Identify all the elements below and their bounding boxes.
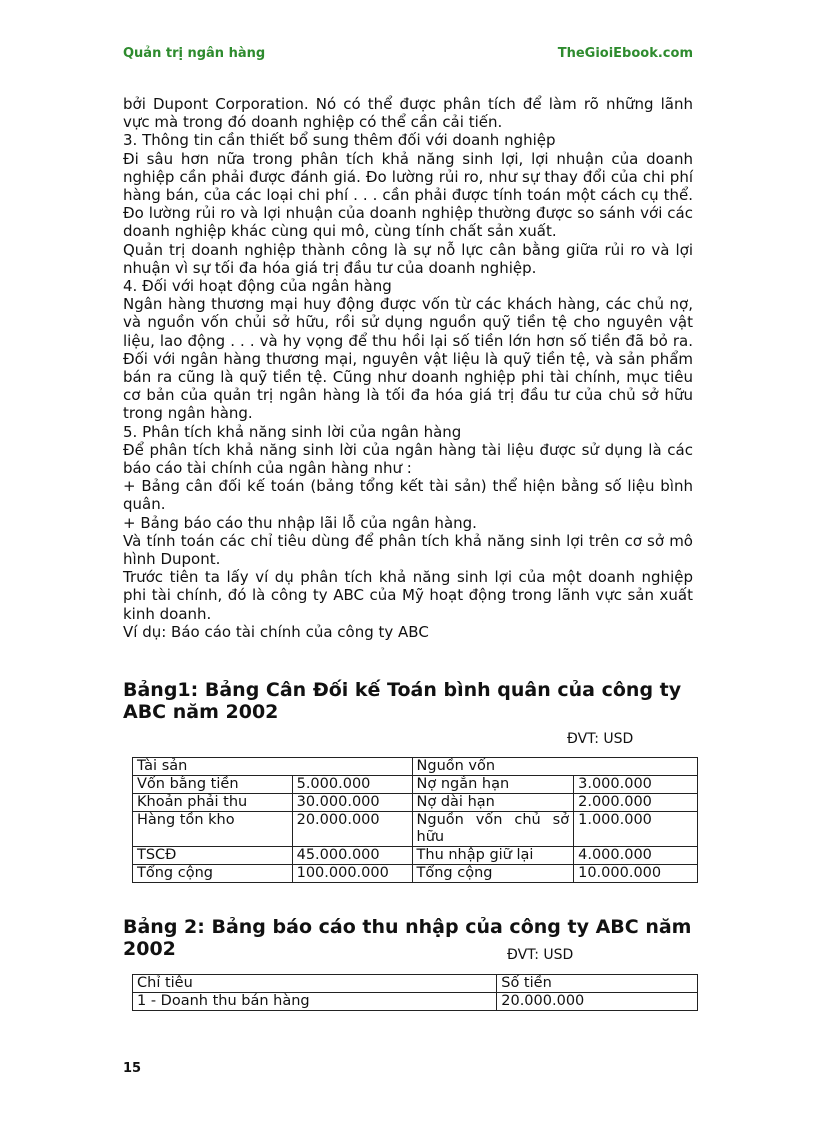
table1-unit: ĐVT: USD [567,731,634,747]
table-row [133,812,698,847]
table-cell: 20.000.000 [292,812,412,847]
section-heading-4: 4. Đối với hoạt động của ngân hàng [123,277,392,296]
paragraph: Ngân hàng thương mại huy động được vốn từ các khách hàng, các chủ nợ, và nguồn vốn chủi sở hữu, rồi sử dụng nguồn quỹ tiền tệ cho nguyên vật liệu, lao động . . . và hy vọng để thu hồi lại số tiền lớn hơn số tiền đã bỏ ra. Đối với ngân hàng thương mại, nguyên vật liệu là quỹ tiền tệ, và sản phẩm bán ra cũng là quỹ tiền tệ. Cũng như doanh nghiệp phi tài chính, mục tiêu cơ bản của quản trị ngân hàng là tối đa hóa giá trị đầu tư của chủ sở hữu trong ngân hàng. [123,295,693,423]
table-cell: Hàng tồn kho [133,812,293,847]
table-cell: Thu nhập giữ lại [412,847,574,865]
amount-header: Số tiền [497,975,698,993]
table-row [133,993,698,1011]
table-cell: 45.000.000 [292,847,412,865]
table2-unit: ĐVT: USD [507,947,574,963]
table-cell: 20.000.000 [497,993,698,1011]
income-statement-table [132,974,698,1011]
paragraph: Trước tiên ta lấy ví dụ phân tích khả năng sinh lợi của một doanh nghiệp phi tài chính, đó là công ty ABC của Mỹ hoạt động trong lãnh vực sản xuất kinh doanh. [123,568,693,623]
table-row [133,847,698,865]
paragraph: Đi sâu hơn nữa trong phân tích khả năng sinh lợi, lợi nhuận của doanh nghiệp cần phải được đánh giá. Đo lường rủi ro, như sự thay đổi của chi phí hàng bán, của các loại chi phí . . . cần phải được tính toán một cách cụ thể. Đo lường rủi ro và lợi nhuận của doanh nghiệp thường được so sánh với các doanh nghiệp khác cùng qui mô, cùng tính chất sản xuất. [123,149,693,241]
table-cell: 2.000.000 [574,794,698,812]
table-cell: Nguồn vốn chủ sở hữu [412,812,574,847]
table-cell: 100.000.000 [292,865,412,883]
table-cell: 3.000.000 [574,776,698,794]
list-item: + Bảng báo cáo thu nhập lãi lỗ của ngân hàng. [123,513,477,532]
table-cell: 30.000.000 [292,794,412,812]
indicator-header: Chỉ tiêu [133,975,497,993]
running-header-site: TheGioiEbook.com [557,46,693,61]
table-header-row [133,758,698,776]
balance-sheet-table [132,757,698,883]
table-cell: TSCĐ [133,847,293,865]
table-total-row [133,865,698,883]
table-row [133,776,698,794]
section-heading-5: 5. Phân tích khả năng sinh lời của ngân hàng [123,422,462,441]
paragraph: Quản trị doanh nghiệp thành công là sự nỗ lực cân bằng giữa rủi ro và lợi nhuận vì sự tối đa hóa giá trị đầu tư của doanh nghiệp. [123,240,693,277]
table-header-row [133,975,698,993]
table-cell: Nợ dài hạn [412,794,574,812]
table-cell: Khoản phải thu [133,794,293,812]
paragraph: bởi Dupont Corporation. Nó có thể được phân tích để làm rõ những lãnh vực mà trong đó doanh nghiệp có thể cần cải tiến. [123,95,693,132]
table1-title: Bảng1: Bảng Cân Đối kế Toán bình quân của công ty ABC năm 2002 [123,679,682,723]
page-number: 15 [123,1061,142,1076]
table-cell: 5.000.000 [292,776,412,794]
list-item: + Bảng cân đối kế toán (bảng tổng kết tài sản) thể hiện bằng số liệu bình quân. [123,477,693,514]
table-row [133,794,698,812]
table-cell: Nợ ngắn hạn [412,776,574,794]
table-cell: Tổng cộng [133,865,293,883]
table-cell: 1 - Doanh thu bán hàng [133,993,497,1011]
example-label: Ví dụ: Báo cáo tài chính của công ty ABC [123,622,429,641]
table-cell: Vốn bằng tiền [133,776,293,794]
body-text [123,95,693,641]
table-cell: 1.000.000 [574,812,698,847]
sources-header: Nguồn vốn [412,758,697,776]
table-cell: 4.000.000 [574,847,698,865]
section-heading-3: 3. Thông tin cần thiết bổ sung thêm đối với doanh nghiệp [123,131,556,150]
running-header-title: Quản trị ngân hàng [123,46,266,61]
table-cell: 10.000.000 [574,865,698,883]
table2-title: Bảng 2: Bảng báo cáo thu nhập của công ty ABC năm 2002 [123,916,692,960]
assets-header: Tài sản [133,758,413,776]
table-cell: Tổng cộng [412,865,574,883]
paragraph: Để phân tích khả năng sinh lời của ngân hàng tài liệu được sử dụng là các báo cáo tài chính của ngân hàng như : [123,440,693,478]
paragraph: Và tính toán các chỉ tiêu dùng để phân tích khả năng sinh lợi trên cơ sở mô hình Dupont. [123,531,693,569]
